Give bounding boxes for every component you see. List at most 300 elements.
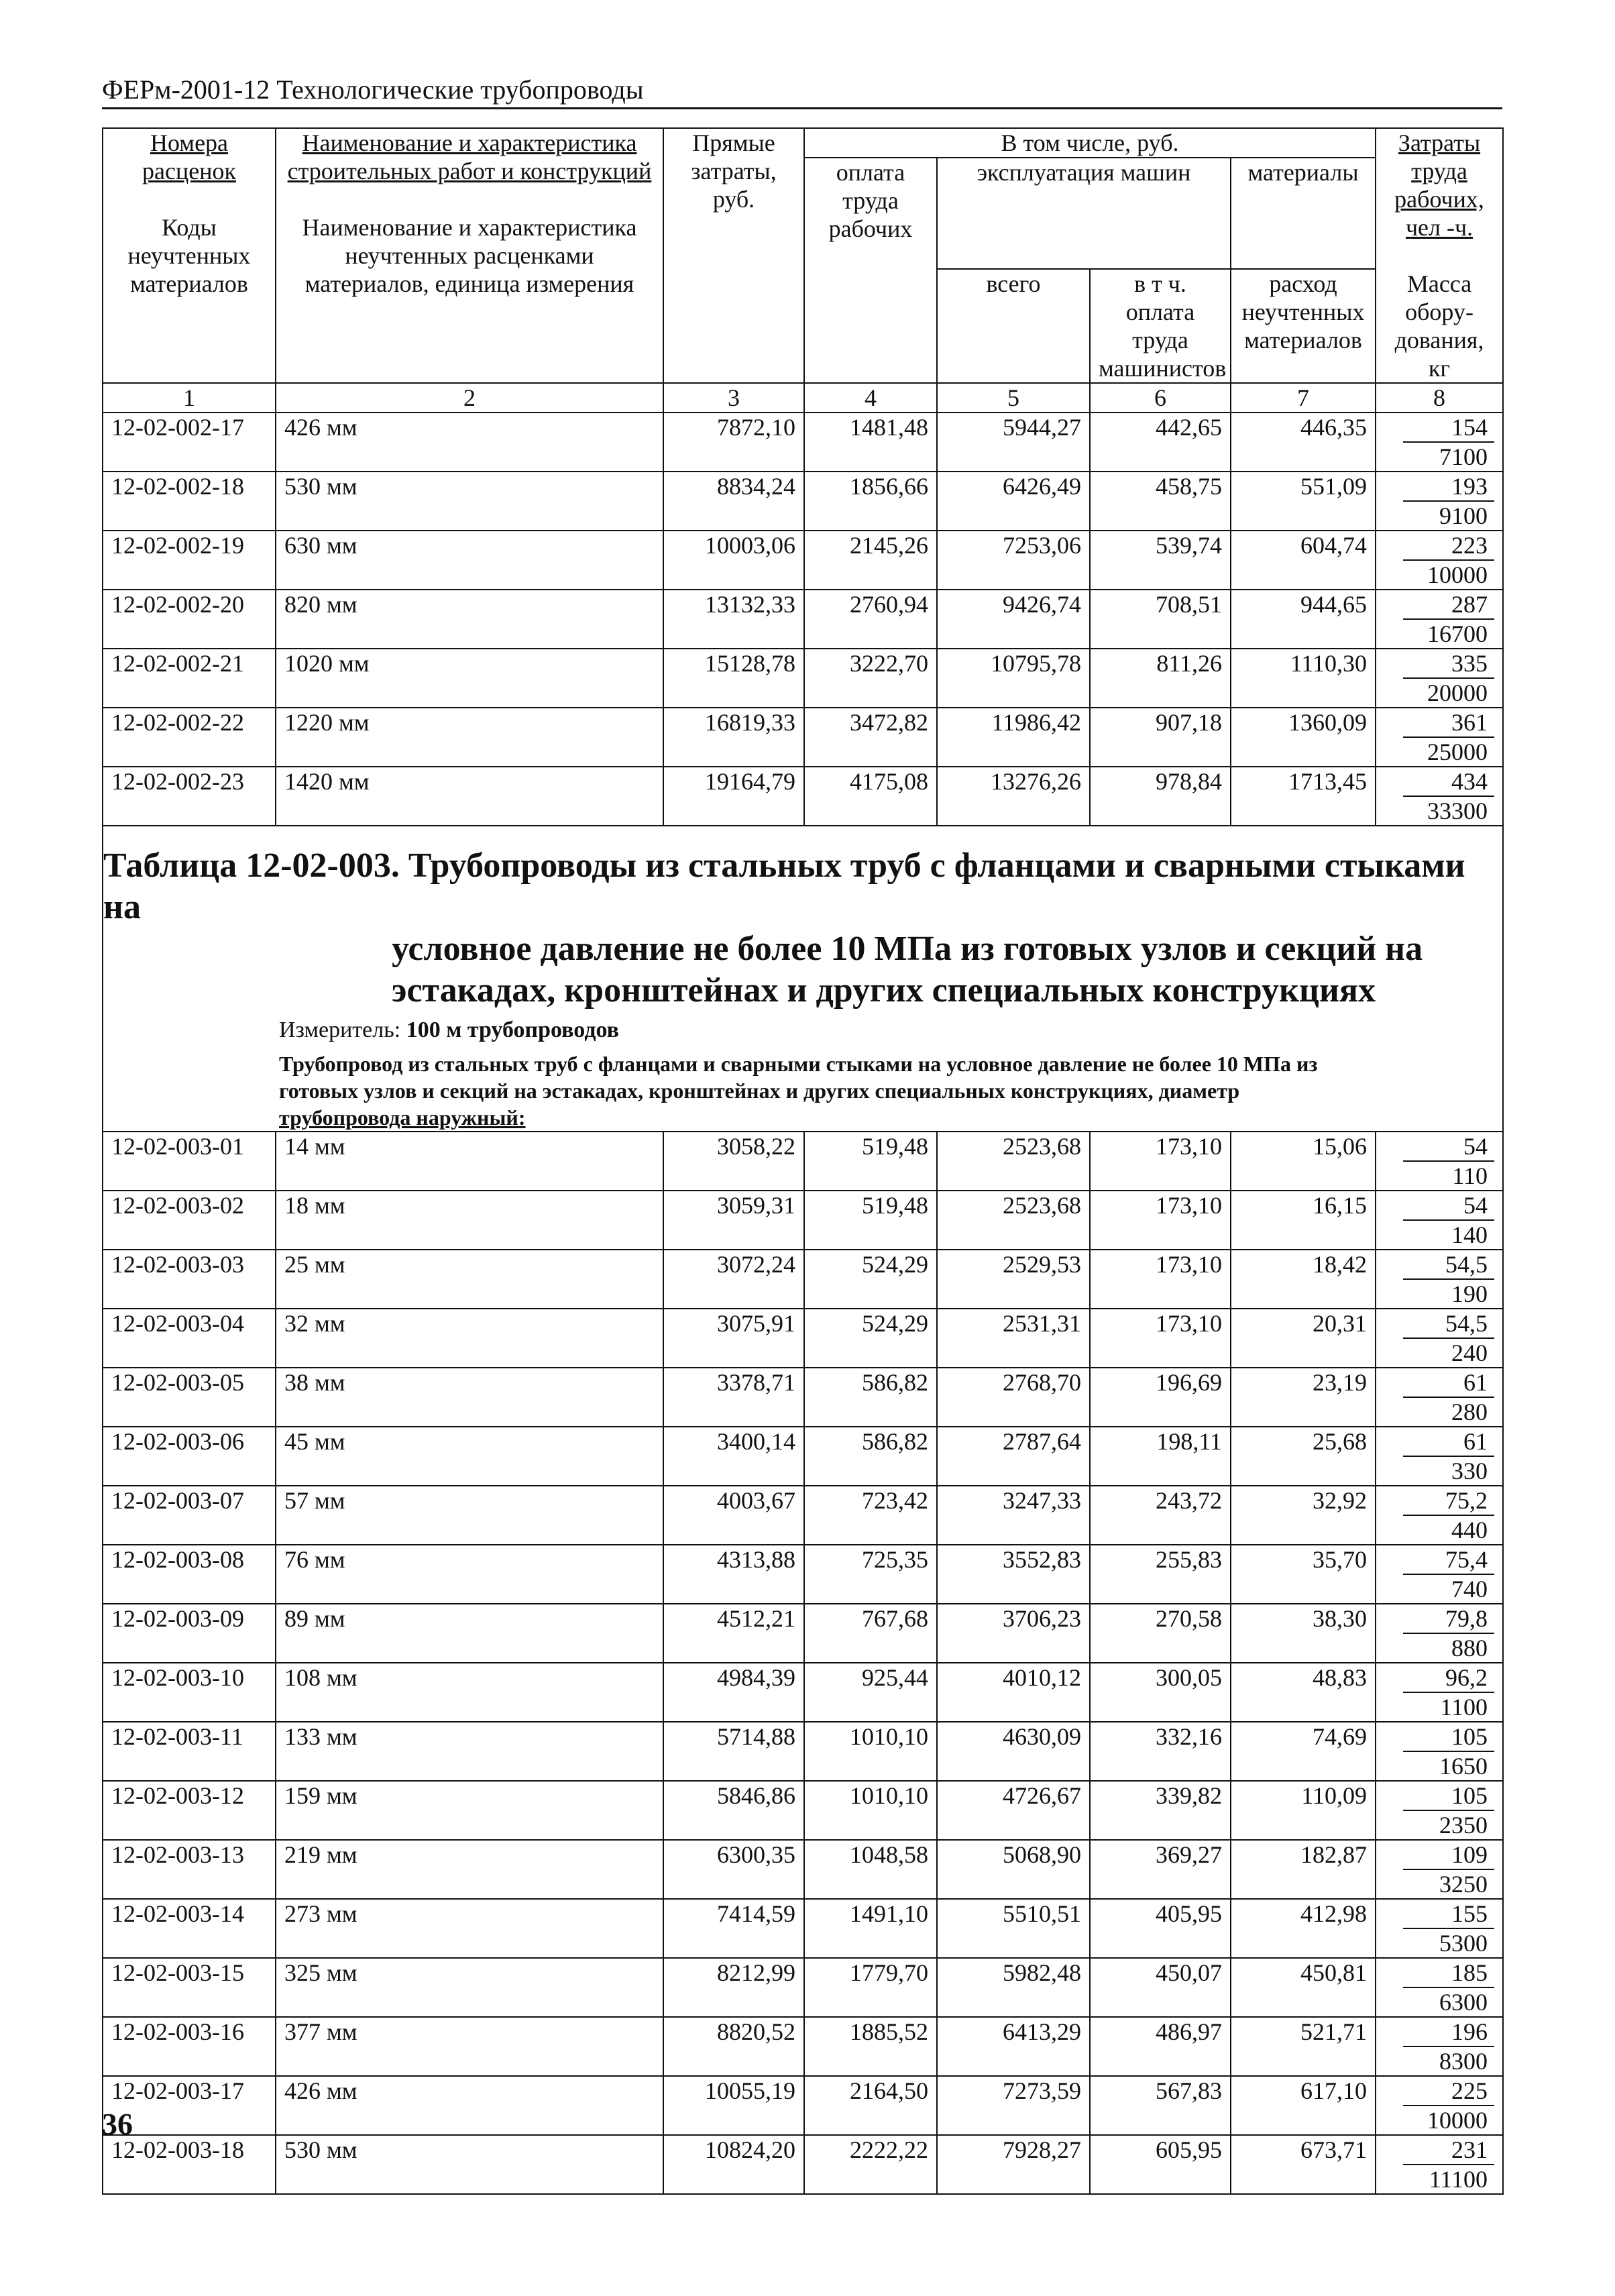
table-cell: 458,75 bbox=[1090, 472, 1231, 531]
table-cell: 4984,39 bbox=[663, 1663, 804, 1722]
header-labor-mass: Затраты труда рабочих, чел -ч. Масса обору-дования, кг bbox=[1376, 128, 1503, 383]
table-cell: 13276,26 bbox=[937, 767, 1090, 826]
description-line: Трубопровод из стальных труб с фланцами и сварными стыками на условное давление не более 10 МПа из bbox=[279, 1052, 1318, 1076]
table-cell: 5944,27 bbox=[937, 413, 1090, 472]
table-row bbox=[103, 2076, 1503, 2135]
table-cell: 12-02-003-03 bbox=[103, 1250, 276, 1309]
column-number: 5 bbox=[937, 383, 1090, 413]
table-cell: 1220 мм bbox=[276, 708, 663, 767]
header-names: Наименование и характеристика строительных работ и конструкций Наименование и характеристика неучтенных расценками материалов, единица измерения bbox=[276, 128, 663, 383]
labor-cost-value: 75,2 bbox=[1403, 1486, 1494, 1516]
labor-cost-value: 54 bbox=[1403, 1132, 1494, 1162]
table-cell: 12-02-003-17 bbox=[103, 2076, 276, 2135]
labor-cost-value: 109 bbox=[1403, 1841, 1494, 1870]
table-header-row bbox=[103, 128, 1503, 158]
table-cell: 1010,10 bbox=[804, 1781, 937, 1840]
header-unaccounted-materials: расход неучтенных материалов bbox=[1231, 269, 1376, 383]
table-cell bbox=[1376, 1427, 1503, 1486]
table-cell: 3222,70 bbox=[804, 649, 937, 708]
equipment-mass-value: 8300 bbox=[1439, 2048, 1488, 2075]
table-cell: 1885,52 bbox=[804, 2017, 937, 2076]
table-cell: 133 мм bbox=[276, 1722, 663, 1781]
table-cell: 586,82 bbox=[804, 1427, 937, 1486]
table-cell: 76 мм bbox=[276, 1545, 663, 1604]
table-row bbox=[103, 1427, 1503, 1486]
table-cell: 567,83 bbox=[1090, 2076, 1231, 2135]
table-cell: 3552,83 bbox=[937, 1545, 1090, 1604]
table-cell: 10824,20 bbox=[663, 2135, 804, 2194]
table-cell: 18,42 bbox=[1231, 1250, 1376, 1309]
table-cell: 5068,90 bbox=[937, 1840, 1090, 1899]
table-cell: 1360,09 bbox=[1231, 708, 1376, 767]
table-cell: 4726,67 bbox=[937, 1781, 1090, 1840]
table-cell bbox=[1376, 1722, 1503, 1781]
labor-cost-value: 287 bbox=[1403, 590, 1494, 620]
column-number: 3 bbox=[663, 383, 804, 413]
table-cell: 4010,12 bbox=[937, 1663, 1090, 1722]
header-machines-total: всего bbox=[937, 269, 1090, 383]
table-cell: 519,48 bbox=[804, 1132, 937, 1191]
header-including: В том числе, руб. bbox=[804, 128, 1376, 158]
table-cell: 1010,10 bbox=[804, 1722, 937, 1781]
table-cell: 8212,99 bbox=[663, 1958, 804, 2017]
table-cell bbox=[1376, 1663, 1503, 1722]
table-cell: 32 мм bbox=[276, 1309, 663, 1368]
table-cell: 486,97 bbox=[1090, 2017, 1231, 2076]
table-row bbox=[103, 1840, 1503, 1899]
table-cell: 8834,24 bbox=[663, 472, 804, 531]
table-row bbox=[103, 1722, 1503, 1781]
table-cell: 159 мм bbox=[276, 1781, 663, 1840]
table-cell: 173,10 bbox=[1090, 1309, 1231, 1368]
table-cell: 12-02-003-14 bbox=[103, 1899, 276, 1958]
table-cell: 811,26 bbox=[1090, 649, 1231, 708]
table-cell: 2768,70 bbox=[937, 1368, 1090, 1427]
table-row bbox=[103, 1663, 1503, 1722]
column-number: 8 bbox=[1376, 383, 1503, 413]
labor-cost-value: 61 bbox=[1403, 1427, 1494, 1457]
labor-cost-value: 54 bbox=[1403, 1191, 1494, 1221]
table-cell bbox=[1376, 1132, 1503, 1191]
table-cell: 12-02-003-06 bbox=[103, 1427, 276, 1486]
table-cell bbox=[1376, 531, 1503, 590]
table-cell: 12-02-003-01 bbox=[103, 1132, 276, 1191]
table-description bbox=[103, 1048, 1503, 1132]
table-cell: 6300,35 bbox=[663, 1840, 804, 1899]
table-cell: 4313,88 bbox=[663, 1545, 804, 1604]
table-cell: 89 мм bbox=[276, 1604, 663, 1663]
table-cell: 3472,82 bbox=[804, 708, 937, 767]
equipment-mass-value: 5300 bbox=[1439, 1930, 1488, 1957]
table-title bbox=[103, 826, 1503, 1048]
table-cell: 12-02-003-13 bbox=[103, 1840, 276, 1899]
table-cell: 270,58 bbox=[1090, 1604, 1231, 1663]
table-cell: 673,71 bbox=[1231, 2135, 1376, 2194]
table-row bbox=[103, 2017, 1503, 2076]
table-cell: 12-02-003-18 bbox=[103, 2135, 276, 2194]
table-cell: 3400,14 bbox=[663, 1427, 804, 1486]
labor-cost-value: 434 bbox=[1403, 767, 1494, 797]
labor-cost-value: 75,4 bbox=[1403, 1545, 1494, 1575]
table-cell: 12-02-003-10 bbox=[103, 1663, 276, 1722]
equipment-mass-value: 3250 bbox=[1439, 1871, 1488, 1898]
equipment-mass-value: 9100 bbox=[1439, 502, 1488, 529]
equipment-mass-value: 880 bbox=[1451, 1635, 1488, 1661]
table-row bbox=[103, 708, 1503, 767]
table-cell: 14 мм bbox=[276, 1132, 663, 1191]
table-cell: 426 мм bbox=[276, 413, 663, 472]
column-number: 1 bbox=[103, 383, 276, 413]
table-cell: 551,09 bbox=[1231, 472, 1376, 531]
table-cell bbox=[1376, 1604, 1503, 1663]
table-cell: 243,72 bbox=[1090, 1486, 1231, 1545]
table-cell: 1856,66 bbox=[804, 472, 937, 531]
measure-value: 100 м трубопроводов bbox=[406, 1018, 620, 1042]
table-cell: 2531,31 bbox=[937, 1309, 1090, 1368]
table-cell: 2523,68 bbox=[937, 1191, 1090, 1250]
table-cell: 630 мм bbox=[276, 531, 663, 590]
title-line: условное давление не более 10 МПа из готовых узлов и секций на bbox=[392, 930, 1423, 968]
equipment-mass-value: 11100 bbox=[1429, 2166, 1488, 2193]
table-cell: 12-02-002-23 bbox=[103, 767, 276, 826]
table-cell bbox=[1376, 472, 1503, 531]
table-cell bbox=[1376, 1899, 1503, 1958]
table-cell: 723,42 bbox=[804, 1486, 937, 1545]
table-cell: 15,06 bbox=[1231, 1132, 1376, 1191]
table-cell: 15128,78 bbox=[663, 649, 804, 708]
table-cell: 12-02-002-22 bbox=[103, 708, 276, 767]
table-cell: 426 мм bbox=[276, 2076, 663, 2135]
table-cell: 519,48 bbox=[804, 1191, 937, 1250]
table-cell: 907,18 bbox=[1090, 708, 1231, 767]
table-cell: 3059,31 bbox=[663, 1191, 804, 1250]
labor-cost-value: 54,5 bbox=[1403, 1250, 1494, 1280]
table-cell: 412,98 bbox=[1231, 1899, 1376, 1958]
equipment-mass-value: 33300 bbox=[1427, 798, 1488, 824]
description-line: готовых узлов и секций на эстакадах, кронштейнах и других специальных конструкциях, диаметр bbox=[279, 1079, 1240, 1103]
table-cell: 18 мм bbox=[276, 1191, 663, 1250]
labor-cost-value: 96,2 bbox=[1403, 1663, 1494, 1693]
table-cell: 12-02-002-19 bbox=[103, 531, 276, 590]
measure-unit bbox=[103, 1017, 1502, 1044]
table-cell bbox=[1376, 1781, 1503, 1840]
table-cell: 12-02-003-02 bbox=[103, 1191, 276, 1250]
table-cell: 586,82 bbox=[804, 1368, 937, 1427]
table-cell: 12-02-003-11 bbox=[103, 1722, 276, 1781]
table-cell: 2529,53 bbox=[937, 1250, 1090, 1309]
labor-cost-value: 154 bbox=[1403, 413, 1494, 443]
table-cell bbox=[1376, 1545, 1503, 1604]
table-cell: 332,16 bbox=[1090, 1722, 1231, 1781]
table-cell: 35,70 bbox=[1231, 1545, 1376, 1604]
equipment-mass-value: 140 bbox=[1451, 1221, 1488, 1248]
table-cell: 539,74 bbox=[1090, 531, 1231, 590]
table-cell: 708,51 bbox=[1090, 590, 1231, 649]
equipment-mass-value: 1100 bbox=[1440, 1694, 1488, 1720]
table-cell: 38 мм bbox=[276, 1368, 663, 1427]
table-cell bbox=[1376, 590, 1503, 649]
table-cell: 446,35 bbox=[1231, 413, 1376, 472]
table-cell: 12-02-002-21 bbox=[103, 649, 276, 708]
table-cell: 3075,91 bbox=[663, 1309, 804, 1368]
table-cell: 604,74 bbox=[1231, 531, 1376, 590]
table-cell: 7273,59 bbox=[937, 2076, 1090, 2135]
table-row bbox=[103, 1486, 1503, 1545]
table-title-row bbox=[103, 826, 1503, 1048]
equipment-mass-value: 10000 bbox=[1427, 2107, 1488, 2134]
table-cell: 1420 мм bbox=[276, 767, 663, 826]
table-cell: 6413,29 bbox=[937, 2017, 1090, 2076]
table-cell: 5846,86 bbox=[663, 1781, 804, 1840]
labor-cost-value: 335 bbox=[1403, 649, 1494, 679]
rates-table bbox=[102, 127, 1504, 2195]
labor-cost-value: 225 bbox=[1403, 2077, 1494, 2106]
table-cell: 12-02-003-08 bbox=[103, 1545, 276, 1604]
table-cell: 5714,88 bbox=[663, 1722, 804, 1781]
table-cell: 3072,24 bbox=[663, 1250, 804, 1309]
column-number: 2 bbox=[276, 383, 663, 413]
table-cell: 12-02-003-16 bbox=[103, 2017, 276, 2076]
column-numbers-row bbox=[103, 383, 1503, 413]
table-cell: 820 мм bbox=[276, 590, 663, 649]
equipment-mass-value: 7100 bbox=[1439, 443, 1488, 470]
equipment-mass-value: 240 bbox=[1451, 1340, 1488, 1366]
table-cell: 16,15 bbox=[1231, 1191, 1376, 1250]
table-cell: 1713,45 bbox=[1231, 767, 1376, 826]
table-cell bbox=[1376, 708, 1503, 767]
header-codes: Номера расценок Коды неучтенных материалов bbox=[103, 128, 276, 383]
table-row bbox=[103, 1191, 1503, 1250]
table-cell: 38,30 bbox=[1231, 1604, 1376, 1663]
table-row bbox=[103, 1368, 1503, 1427]
table-cell: 32,92 bbox=[1231, 1486, 1376, 1545]
table-row bbox=[103, 1958, 1503, 2017]
table-cell: 255,83 bbox=[1090, 1545, 1231, 1604]
table-cell: 16819,33 bbox=[663, 708, 804, 767]
table-cell: 10055,19 bbox=[663, 2076, 804, 2135]
table-cell: 12-02-003-07 bbox=[103, 1486, 276, 1545]
table-cell: 369,27 bbox=[1090, 1840, 1231, 1899]
equipment-mass-value: 190 bbox=[1451, 1280, 1488, 1307]
table-cell: 219 мм bbox=[276, 1840, 663, 1899]
table-cell: 7414,59 bbox=[663, 1899, 804, 1958]
page-number: 36 bbox=[102, 2107, 133, 2141]
table-cell: 198,11 bbox=[1090, 1427, 1231, 1486]
table-cell: 2787,64 bbox=[937, 1427, 1090, 1486]
table-cell: 1481,48 bbox=[804, 413, 937, 472]
labor-cost-value: 361 bbox=[1403, 708, 1494, 738]
table-cell bbox=[1376, 1486, 1503, 1545]
table-cell: 173,10 bbox=[1090, 1250, 1231, 1309]
table-cell: 767,68 bbox=[804, 1604, 937, 1663]
labor-cost-value: 185 bbox=[1403, 1959, 1494, 1988]
table-cell bbox=[1376, 767, 1503, 826]
labor-cost-value: 196 bbox=[1403, 2018, 1494, 2047]
table-cell bbox=[1376, 1309, 1503, 1368]
page-header: ФЕРм-2001-12 Технологические трубопроводы bbox=[102, 74, 1502, 109]
labor-cost-value: 193 bbox=[1403, 472, 1494, 502]
table-cell bbox=[1376, 649, 1503, 708]
equipment-mass-value: 740 bbox=[1451, 1576, 1488, 1602]
table-cell: 23,19 bbox=[1231, 1368, 1376, 1427]
table-cell: 110,09 bbox=[1231, 1781, 1376, 1840]
table-cell: 978,84 bbox=[1090, 767, 1231, 826]
table-cell: 450,07 bbox=[1090, 1958, 1231, 2017]
table-cell: 173,10 bbox=[1090, 1191, 1231, 1250]
header-machines: эксплуатация машин bbox=[937, 158, 1231, 269]
table-cell: 925,44 bbox=[804, 1663, 937, 1722]
header-labor-pay: оплата труда рабочих bbox=[804, 158, 937, 383]
table-cell: 3247,33 bbox=[937, 1486, 1090, 1545]
table-cell: 12-02-003-09 bbox=[103, 1604, 276, 1663]
table-cell: 944,65 bbox=[1231, 590, 1376, 649]
table-cell: 45 мм bbox=[276, 1427, 663, 1486]
equipment-mass-value: 330 bbox=[1451, 1458, 1488, 1484]
table-cell: 7928,27 bbox=[937, 2135, 1090, 2194]
table-cell: 10003,06 bbox=[663, 531, 804, 590]
table-cell: 4003,67 bbox=[663, 1486, 804, 1545]
table-cell: 12-02-003-15 bbox=[103, 1958, 276, 2017]
table-cell: 7872,10 bbox=[663, 413, 804, 472]
column-number: 6 bbox=[1090, 383, 1231, 413]
table-cell: 2145,26 bbox=[804, 531, 937, 590]
table-cell: 405,95 bbox=[1090, 1899, 1231, 1958]
table-cell bbox=[1376, 1368, 1503, 1427]
table-cell: 196,69 bbox=[1090, 1368, 1231, 1427]
table-cell: 9426,74 bbox=[937, 590, 1090, 649]
table-row bbox=[103, 1250, 1503, 1309]
labor-cost-value: 105 bbox=[1403, 1723, 1494, 1752]
table-cell: 2164,50 bbox=[804, 2076, 937, 2135]
header-materials: материалы bbox=[1231, 158, 1376, 269]
table-cell: 12-02-002-17 bbox=[103, 413, 276, 472]
table-cell: 1110,30 bbox=[1231, 649, 1376, 708]
table-cell: 25 мм bbox=[276, 1250, 663, 1309]
title-line: Таблица 12-02-003. Трубопроводы из стальных труб с фланцами и сварными стыками на bbox=[103, 846, 1465, 926]
table-cell: 6426,49 bbox=[937, 472, 1090, 531]
table-cell: 530 мм bbox=[276, 2135, 663, 2194]
table-cell: 57 мм bbox=[276, 1486, 663, 1545]
equipment-mass-value: 20000 bbox=[1427, 679, 1488, 706]
table-row bbox=[103, 1132, 1503, 1191]
table-cell: 725,35 bbox=[804, 1545, 937, 1604]
table-cell: 1779,70 bbox=[804, 1958, 937, 2017]
table-cell: 524,29 bbox=[804, 1250, 937, 1309]
table-cell: 173,10 bbox=[1090, 1132, 1231, 1191]
table-cell bbox=[1376, 2076, 1503, 2135]
table-cell: 377 мм bbox=[276, 2017, 663, 2076]
table-row bbox=[103, 590, 1503, 649]
table-cell: 3378,71 bbox=[663, 1368, 804, 1427]
table-cell: 530 мм bbox=[276, 472, 663, 531]
table-row bbox=[103, 1899, 1503, 1958]
header-operators-pay: в т ч. оплата труда машинистов bbox=[1090, 269, 1231, 383]
labor-cost-value: 231 bbox=[1403, 2136, 1494, 2165]
equipment-mass-value: 10000 bbox=[1427, 561, 1488, 588]
table-cell: 1020 мм bbox=[276, 649, 663, 708]
table-cell: 1048,58 bbox=[804, 1840, 937, 1899]
table-cell: 617,10 bbox=[1231, 2076, 1376, 2135]
table-cell: 25,68 bbox=[1231, 1427, 1376, 1486]
table-cell: 524,29 bbox=[804, 1309, 937, 1368]
table-cell: 2523,68 bbox=[937, 1132, 1090, 1191]
table-cell: 4175,08 bbox=[804, 767, 937, 826]
table-cell: 4630,09 bbox=[937, 1722, 1090, 1781]
equipment-mass-value: 440 bbox=[1451, 1517, 1488, 1543]
table-row bbox=[103, 767, 1503, 826]
table-cell: 2222,22 bbox=[804, 2135, 937, 2194]
equipment-mass-value: 6300 bbox=[1439, 1989, 1488, 2016]
table-row bbox=[103, 1781, 1503, 1840]
table-cell bbox=[1376, 2135, 1503, 2194]
measure-label: Измеритель: bbox=[279, 1018, 401, 1042]
labor-cost-value: 79,8 bbox=[1403, 1604, 1494, 1634]
equipment-mass-value: 16700 bbox=[1427, 620, 1488, 647]
table-row bbox=[103, 649, 1503, 708]
table-cell bbox=[1376, 1958, 1503, 2017]
table-cell: 3058,22 bbox=[663, 1132, 804, 1191]
equipment-mass-value: 2350 bbox=[1439, 1812, 1488, 1839]
table-cell: 48,83 bbox=[1231, 1663, 1376, 1722]
column-number: 7 bbox=[1231, 383, 1376, 413]
table-cell: 20,31 bbox=[1231, 1309, 1376, 1368]
table-cell: 273 мм bbox=[276, 1899, 663, 1958]
table-cell: 12-02-002-18 bbox=[103, 472, 276, 531]
table-cell: 12-02-003-05 bbox=[103, 1368, 276, 1427]
table-cell: 521,71 bbox=[1231, 2017, 1376, 2076]
table-cell: 339,82 bbox=[1090, 1781, 1231, 1840]
labor-cost-value: 155 bbox=[1403, 1900, 1494, 1929]
table-row bbox=[103, 2135, 1503, 2194]
labor-cost-value: 223 bbox=[1403, 531, 1494, 561]
title-line: эстакадах, кронштейнах и других специальных конструкциях bbox=[392, 971, 1376, 1009]
table-cell: 2760,94 bbox=[804, 590, 937, 649]
table-cell: 300,05 bbox=[1090, 1663, 1231, 1722]
table-cell bbox=[1376, 2017, 1503, 2076]
table-cell bbox=[1376, 1250, 1503, 1309]
table-cell bbox=[1376, 1191, 1503, 1250]
table-cell: 12-02-003-12 bbox=[103, 1781, 276, 1840]
table-cell: 12-02-003-04 bbox=[103, 1309, 276, 1368]
table-row bbox=[103, 1309, 1503, 1368]
equipment-mass-value: 280 bbox=[1451, 1399, 1488, 1425]
table-cell: 11986,42 bbox=[937, 708, 1090, 767]
table-cell bbox=[1376, 413, 1503, 472]
table-cell: 5982,48 bbox=[937, 1958, 1090, 2017]
table-cell: 182,87 bbox=[1231, 1840, 1376, 1899]
labor-cost-value: 54,5 bbox=[1403, 1309, 1494, 1339]
table-cell: 7253,06 bbox=[937, 531, 1090, 590]
table-cell: 74,69 bbox=[1231, 1722, 1376, 1781]
labor-cost-value: 105 bbox=[1403, 1782, 1494, 1811]
table-cell: 13132,33 bbox=[663, 590, 804, 649]
table-row bbox=[103, 1604, 1503, 1663]
equipment-mass-value: 1650 bbox=[1439, 1753, 1488, 1780]
table-cell: 1491,10 bbox=[804, 1899, 937, 1958]
column-number: 4 bbox=[804, 383, 937, 413]
header-direct-costs: Прямые затраты, руб. bbox=[663, 128, 804, 383]
table-row bbox=[103, 472, 1503, 531]
equipment-mass-value: 25000 bbox=[1427, 739, 1488, 765]
table-cell: 325 мм bbox=[276, 1958, 663, 2017]
table-cell: 4512,21 bbox=[663, 1604, 804, 1663]
labor-cost-value: 61 bbox=[1403, 1368, 1494, 1398]
table-row bbox=[103, 413, 1503, 472]
table-cell: 8820,52 bbox=[663, 2017, 804, 2076]
table-cell: 19164,79 bbox=[663, 767, 804, 826]
description-line: трубопровода наружный: bbox=[279, 1105, 526, 1130]
table-cell: 108 мм bbox=[276, 1663, 663, 1722]
